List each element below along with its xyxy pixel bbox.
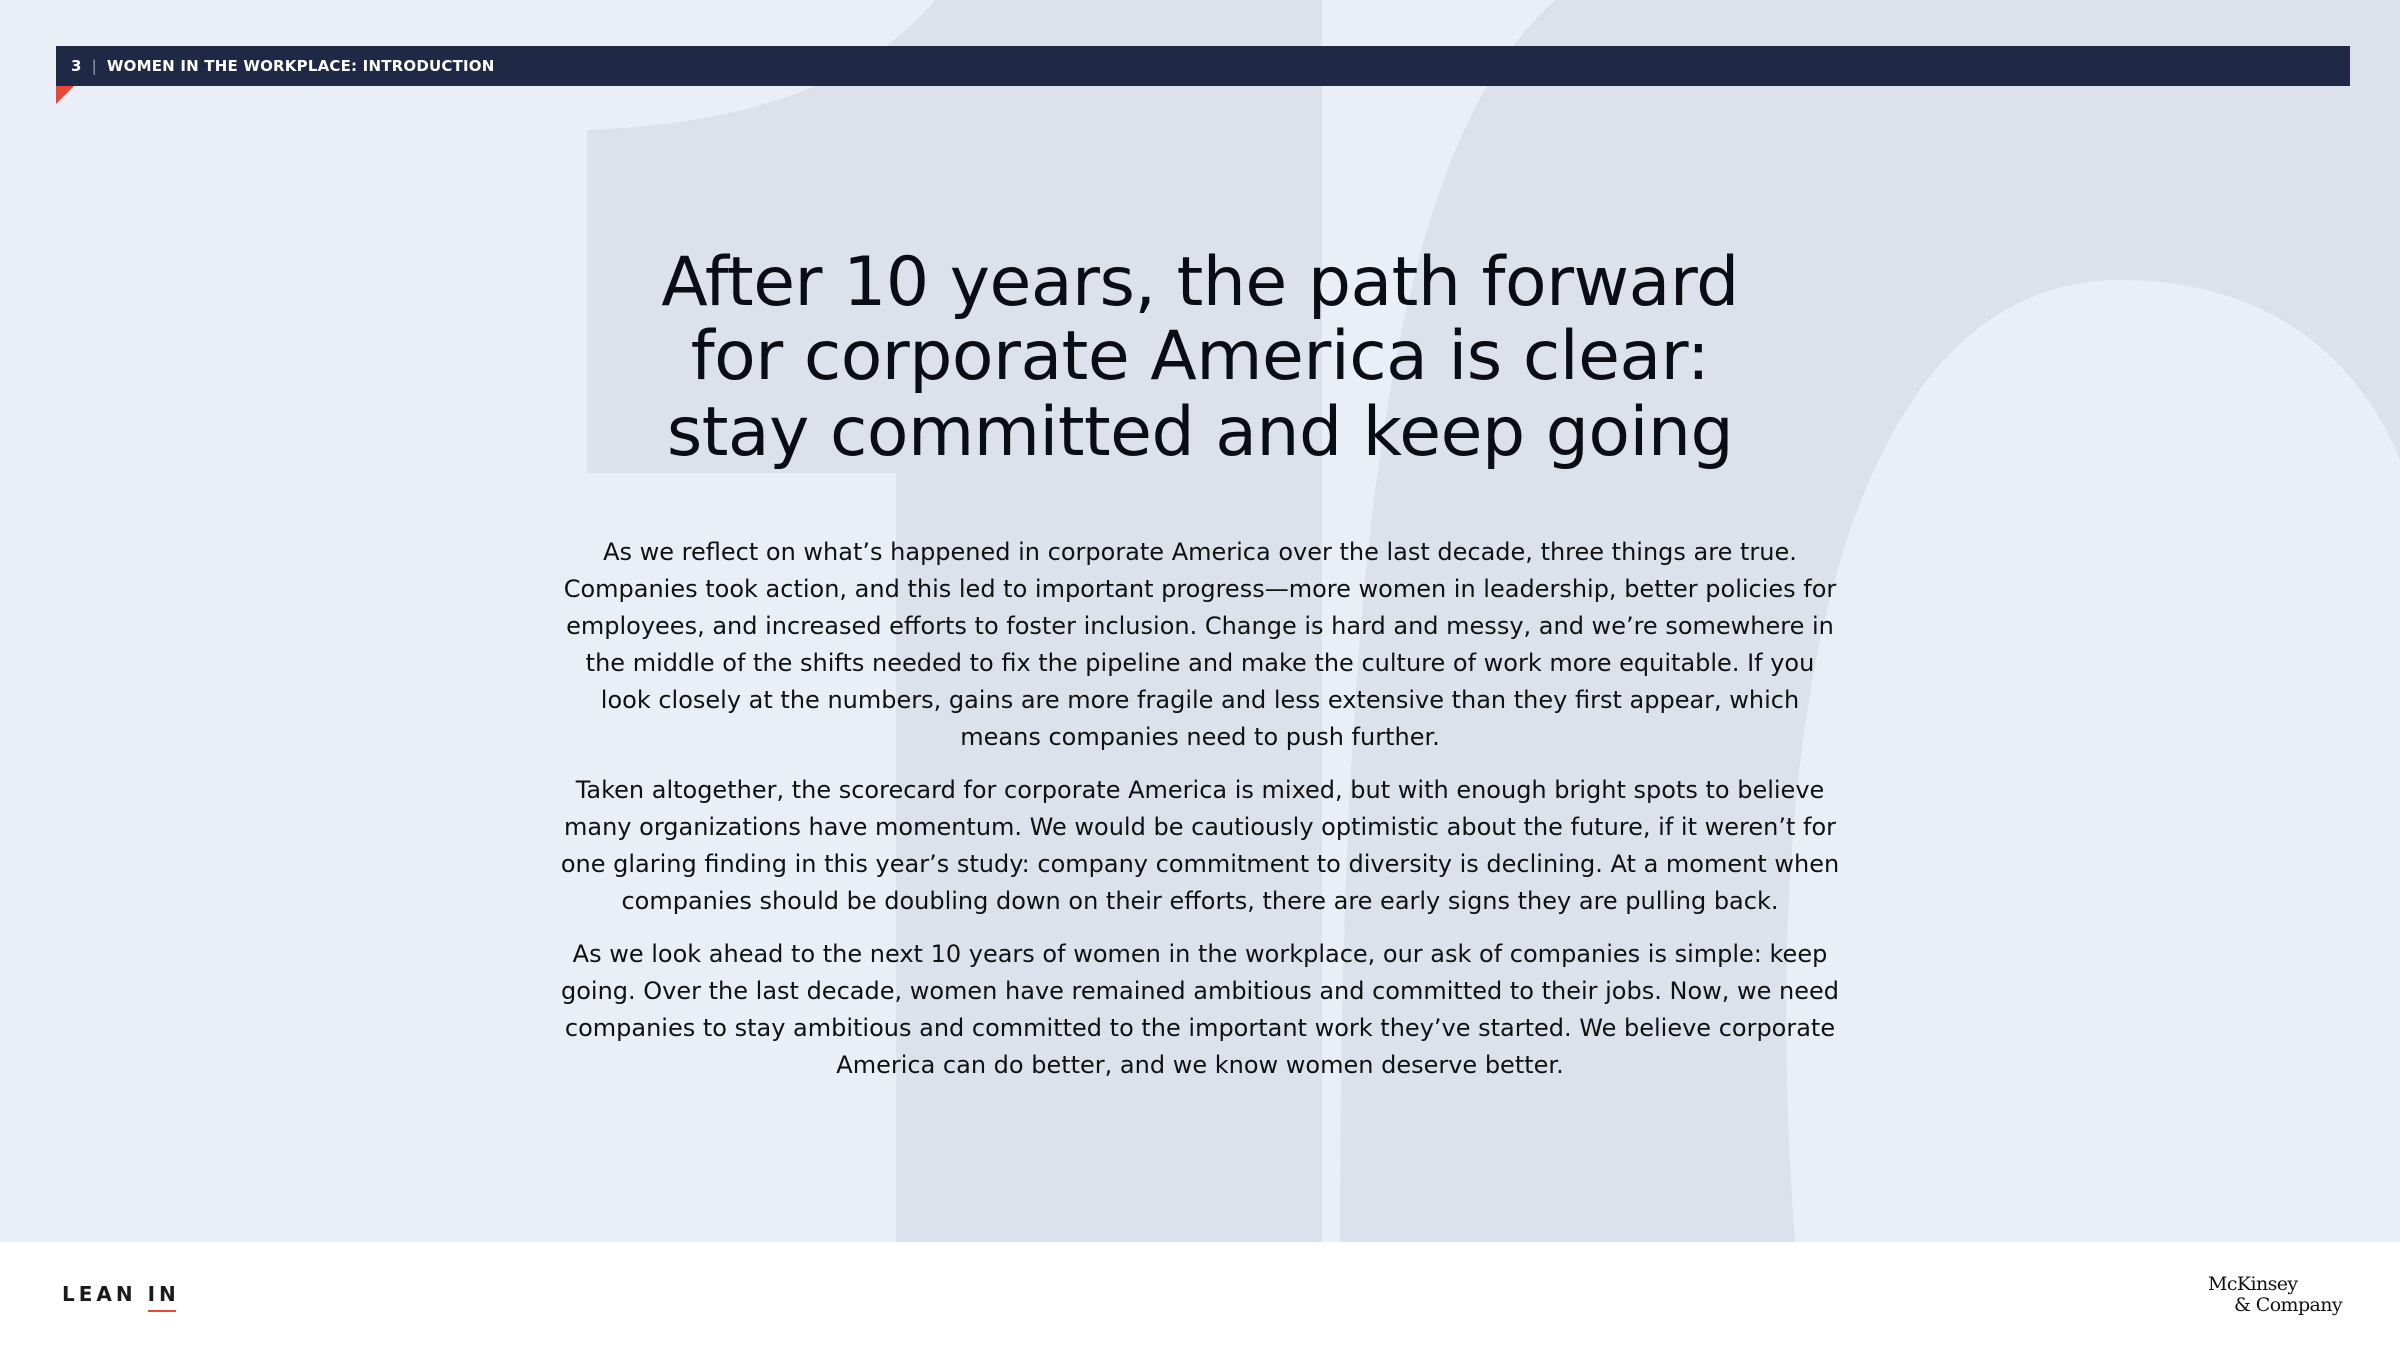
title-line: stay committed and keep going: [666, 393, 1734, 472]
mckinsey-logo: McKinsey & Company: [2208, 1273, 2343, 1316]
paragraph: Taken altogether, the scorecard for corporate America is mixed, but with enough bright spots to believe many organizations have momentum. We would be cautiously optimistic about the future, if it weren’t for one glaring finding in this year’s study: company commitment to diversity is declining. At a moment when companies should be doubling down on their efforts, there are early signs they are pulling back.: [560, 776, 1840, 915]
page-number: 3: [71, 57, 82, 75]
footer: [0, 1242, 2400, 1350]
body-text: [560, 534, 1840, 1100]
header-separator: |: [91, 57, 97, 75]
header-bar: [56, 46, 2350, 86]
paragraph: As we look ahead to the next 10 years of women in the workplace, our ask of companies is simple: keep going. Over the last decade, women have remained ambitious and committed to their jobs. Now, we need companies to stay ambitious and committed to the important work they’ve started. We believe corporate America can do better, and we know women deserve better.: [560, 940, 1840, 1079]
title-line: After 10 years, the path forward: [661, 243, 1739, 322]
leanin-logo: LEAN IN: [62, 1282, 180, 1306]
page-title: [520, 243, 1880, 472]
title-line: for corporate America is clear:: [690, 317, 1710, 396]
corner-accent: [56, 86, 74, 104]
section-title: WOMEN IN THE WORKPLACE: INTRODUCTION: [106, 57, 495, 75]
paragraph: As we reflect on what’s happened in corporate America over the last decade, three things are true. Companies took action, and this led to important progress—more women in leadership, better policies for employees, and increased efforts to foster inclusion. Change is hard and messy, and we’re somewhere in the middle of the shifts needed to fix the pipeline and make the culture of work more equitable. If you look closely at the numbers, gains are more fragile and less extensive than they first appear, which means companies need to push further.: [563, 538, 1837, 751]
